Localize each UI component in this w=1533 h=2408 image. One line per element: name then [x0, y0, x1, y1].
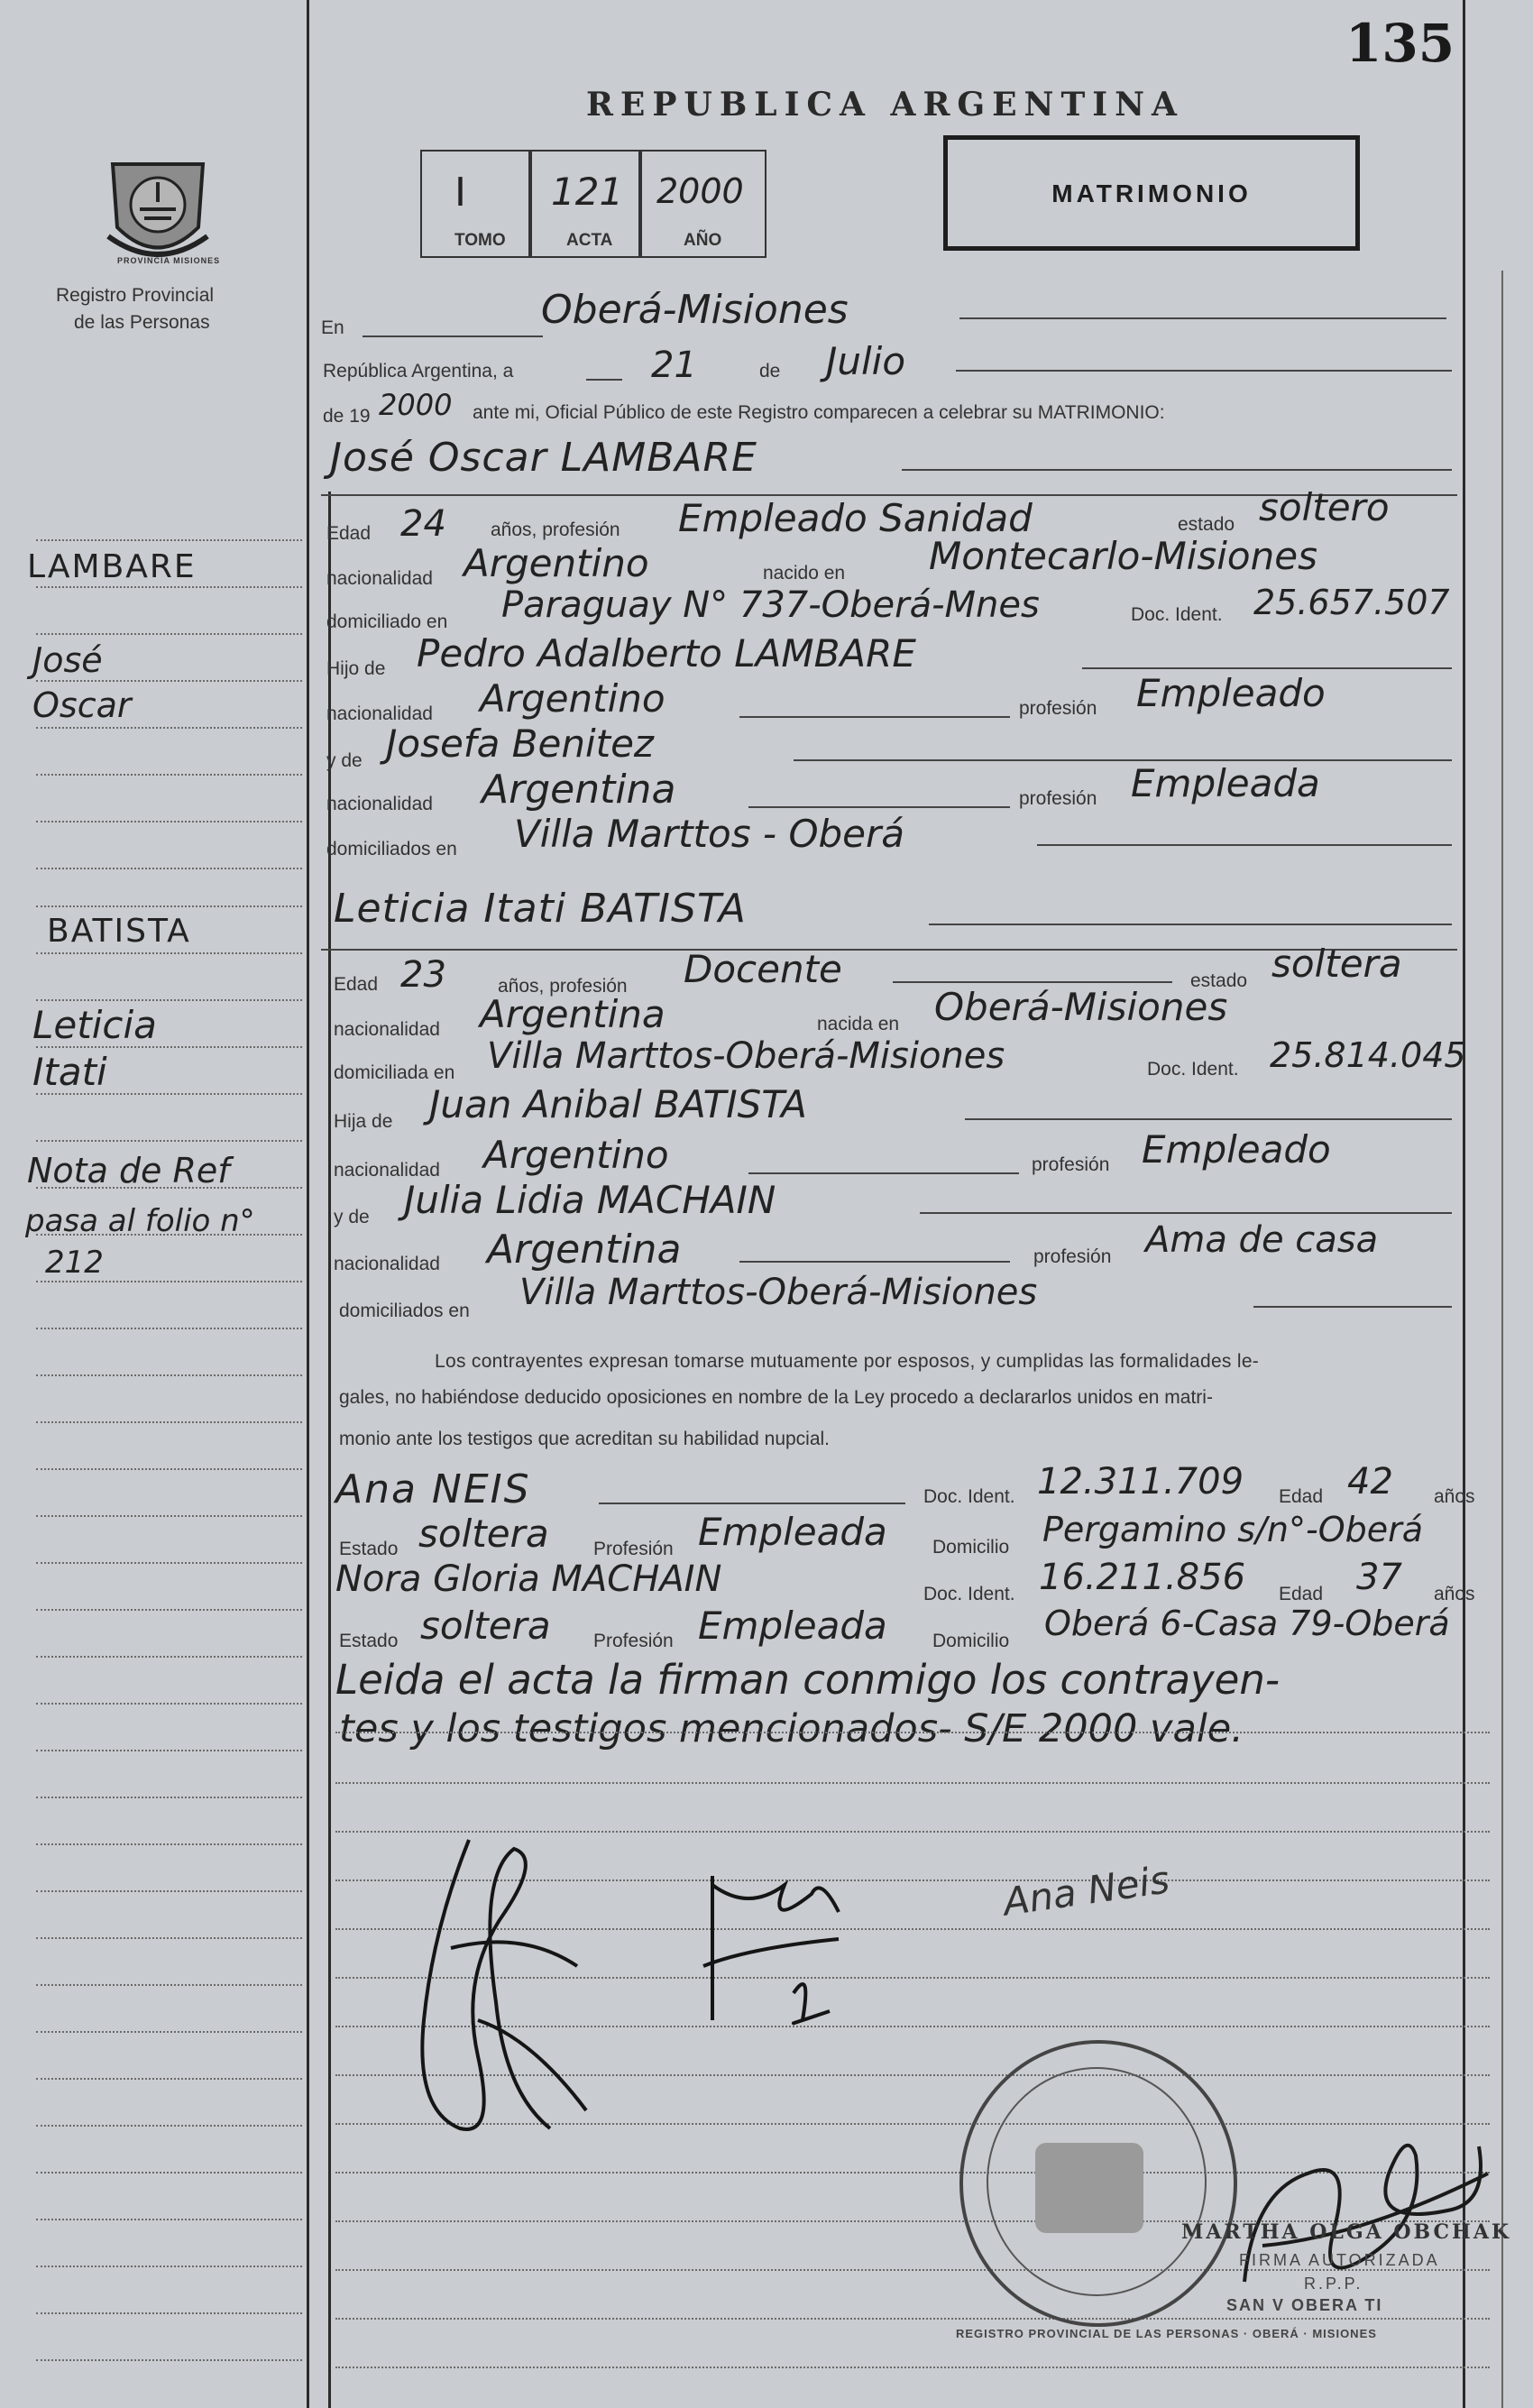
acta-value: 121 — [551, 170, 624, 214]
bride-father-nat: Argentino — [483, 1133, 669, 1177]
groom-father-nat-label: nacionalidad — [326, 703, 433, 724]
anio-label: AÑO — [684, 231, 722, 250]
margin-bride-given-2: Itati — [32, 1050, 107, 1094]
witness-1-age: 42 — [1347, 1461, 1393, 1503]
groom-nacido-label: nacido en — [763, 563, 846, 584]
margin-groom-given-2: Oscar — [32, 685, 132, 725]
bride-father: Juan Anibal BATISTA — [429, 1082, 807, 1126]
witness-2-estado-label: Estado — [339, 1631, 399, 1651]
bride-father-nat-label: nacionalidad — [334, 1160, 440, 1181]
bride-father-prof: Empleado — [1142, 1127, 1331, 1172]
bride-mother-nat-label: nacionalidad — [334, 1254, 440, 1274]
groom-address: Paraguay N° 737-Oberá-Mnes — [501, 584, 1040, 626]
bride-father-prof-label: profesión — [1032, 1154, 1110, 1175]
groom-doc: 25.657.507 — [1253, 583, 1450, 622]
margin-column-line — [328, 492, 331, 2408]
registry-seal-icon — [959, 2040, 1237, 2327]
groom-signature — [397, 1822, 613, 2164]
intro-day: 21 — [651, 345, 697, 386]
intro-place: Oberá-Misiones — [541, 287, 849, 333]
bride-mother: Julia Lidia MACHAIN — [404, 1178, 776, 1222]
groom-doc-label: Doc. Ident. — [1131, 604, 1223, 625]
record-box — [420, 150, 766, 258]
groom-nac-label: nacionalidad — [326, 568, 433, 589]
bride-address: Villa Marttos-Oberá-Misiones — [487, 1035, 1005, 1077]
witness-1-status: soltera — [418, 1512, 549, 1556]
declaration-line-2: gales, no habiéndose deducido oposiciones en nombre de la Ley procedo a declararlos unidos en matri- — [339, 1387, 1213, 1408]
official-org: R.P.P. — [1304, 2275, 1363, 2293]
bride-nationality: Argentina — [480, 992, 666, 1036]
bride-parents-dom-label: domiciliados en — [339, 1301, 470, 1321]
witness-2-name: Nora Gloria MACHAIN — [335, 1558, 722, 1600]
groom-mother-prof: Empleada — [1131, 761, 1320, 805]
closing-line-1: Leida el acta la firman conmigo los contrayen- — [335, 1656, 1281, 1704]
bride-dom-label: domiciliada en — [334, 1062, 455, 1083]
emblem-caption-2: de las Personas — [74, 312, 210, 333]
groom-parents-dom-label: domiciliados en — [326, 839, 457, 859]
groom-mother-prof-label: profesión — [1019, 788, 1097, 809]
groom-parents-address: Villa Marttos - Oberá — [514, 812, 905, 856]
witness-1-name: Ana NEIS — [335, 1466, 531, 1512]
bride-doc-label: Doc. Ident. — [1147, 1059, 1239, 1080]
groom-father-prof: Empleado — [1136, 671, 1326, 715]
groom-age: 24 — [400, 503, 446, 545]
official-name: MARTHA OLGA OBCHAK — [1181, 2220, 1512, 2244]
witness-1-prof-label: Profesión — [593, 1539, 674, 1559]
groom-mother: Josefa Benitez — [386, 721, 654, 766]
en-label: En — [321, 317, 344, 338]
official-title: FIRMA AUTORIZADA — [1239, 2251, 1440, 2269]
declaration-line-1: Los contrayentes expresan tomarse mutuamente por esposos, y cumplidas las formalidades le- — [435, 1351, 1260, 1372]
bride-age: 23 — [400, 954, 446, 996]
witness-1-dom-label: Domicilio — [932, 1537, 1010, 1558]
intro-text: ante mi, Oficial Público de este Registro comparecen a celebrar su MATRIMONIO: — [473, 402, 1165, 423]
margin-note-line-3: 212 — [45, 1245, 104, 1281]
intro-de-label: de — [759, 361, 781, 381]
witness-2-dom-label: Domicilio — [932, 1631, 1010, 1651]
witness-1-profession: Empleada — [698, 1510, 887, 1554]
bride-hija-label: Hija de — [334, 1111, 393, 1132]
groom-dom-label: domiciliado en — [326, 611, 448, 632]
doc-type-box — [943, 135, 1360, 251]
bride-parents-address: Villa Marttos-Oberá-Misiones — [519, 1272, 1038, 1313]
witness-2-anos-label: años — [1434, 1584, 1475, 1604]
bride-status: soltera — [1271, 942, 1402, 986]
bride-signature — [694, 1858, 875, 2038]
groom-status: soltero — [1259, 485, 1390, 529]
groom-father-nat: Argentino — [480, 676, 666, 721]
groom-hijo-label: Hijo de — [326, 658, 386, 679]
page-number: 135 — [1345, 13, 1455, 74]
witness-2-doc-label: Doc. Ident. — [923, 1584, 1015, 1604]
groom-birthplace: Montecarlo-Misiones — [929, 534, 1317, 578]
groom-mother-nat-label: nacionalidad — [326, 794, 433, 814]
acta-label: ACTA — [566, 231, 613, 250]
declaration-line-3: monio ante los testigos que acreditan su habilidad nupcial. — [339, 1429, 831, 1449]
right-edge-line — [1501, 271, 1503, 2408]
margin-bride-given-1: Leticia — [32, 1003, 157, 1047]
left-page-border — [307, 0, 309, 2408]
groom-anos-prof-label: años, profesión — [491, 519, 620, 540]
year-prefix: de 19 — [323, 406, 371, 427]
witness-signature: Ana Neis — [1000, 1857, 1172, 1925]
doc-type-label: MATRIMONIO — [1051, 179, 1252, 207]
groom-father: Pedro Adalberto LAMBARE — [417, 631, 916, 676]
intro-month: Julio — [826, 339, 906, 383]
bride-mother-nat: Argentina — [487, 1227, 682, 1273]
witness-1-address: Pergamino s/n°-Oberá — [1042, 1510, 1424, 1549]
bride-mother-prof-label: profesión — [1033, 1246, 1112, 1267]
witness-2-profession: Empleada — [698, 1604, 887, 1648]
emblem-caption-1: Registro Provincial — [56, 285, 215, 306]
witness-2-address: Oberá 6-Casa 79-Oberá — [1044, 1604, 1450, 1643]
right-column-line — [1463, 0, 1465, 2408]
intro-year: 2000 — [379, 388, 453, 422]
groom-profession: Empleado Sanidad — [678, 496, 1033, 540]
bride-nac-label: nacionalidad — [334, 1019, 440, 1040]
groom-father-prof-label: profesión — [1019, 698, 1097, 719]
bride-doc: 25.814.045 — [1270, 1035, 1466, 1075]
margin-note-line-2: pasa al folio n° — [25, 1203, 255, 1239]
groom-yde-label: y de — [326, 750, 363, 771]
groom-estado-label: estado — [1178, 514, 1235, 535]
bride-yde-label: y de — [334, 1207, 370, 1227]
tomo-label: TOMO — [454, 231, 506, 250]
province-emblem-icon — [99, 146, 216, 271]
witness-2-doc: 16.211.856 — [1039, 1557, 1246, 1598]
tomo-value: I — [454, 170, 466, 216]
official-location: SAN V OBERA TI — [1226, 2296, 1383, 2314]
groom-mother-nat: Argentina — [482, 767, 676, 813]
margin-groom-surname: LAMBARE — [27, 548, 197, 585]
bride-mother-prof: Ama de casa — [1145, 1219, 1379, 1261]
bride-edad-label: Edad — [334, 974, 379, 995]
groom-nationality: Argentino — [464, 541, 649, 585]
anio-value: 2000 — [656, 171, 744, 211]
bride-anos-prof-label: años, profesión — [498, 976, 628, 997]
bride-nacido-label: nacida en — [817, 1014, 900, 1034]
margin-note-line-1: Nota de Ref — [27, 1151, 230, 1190]
bride-full-name: Leticia Itati BATISTA — [334, 886, 747, 932]
witness-1-edad-label: Edad — [1279, 1486, 1324, 1507]
groom-edad-label: Edad — [326, 523, 372, 544]
witness-1-estado-label: Estado — [339, 1539, 399, 1559]
witness-1-anos-label: años — [1434, 1486, 1475, 1507]
bride-profession: Docente — [684, 947, 842, 991]
emblem-seal-text: PROVINCIA MISIONES — [117, 256, 221, 265]
registry-seal-text: REGISTRO PROVINCIAL DE LAS PERSONAS · OBERÁ · MISIONES — [956, 2327, 1377, 2340]
closing-line-2: tes y los testigos mencionados- S/E 2000 vale. — [339, 1706, 1244, 1751]
bride-birthplace: Oberá-Misiones — [934, 985, 1228, 1029]
margin-bride-surname: BATISTA — [47, 913, 191, 950]
country-heading: REPUBLICA ARGENTINA — [586, 86, 1184, 124]
witness-1-doc: 12.311.709 — [1037, 1461, 1244, 1503]
republica-label: República Argentina, a — [323, 361, 514, 381]
bride-estado-label: estado — [1190, 970, 1248, 991]
witness-2-age: 37 — [1356, 1557, 1402, 1598]
witness-1-doc-label: Doc. Ident. — [923, 1486, 1015, 1507]
witness-2-edad-label: Edad — [1279, 1584, 1324, 1604]
margin-groom-given-1: José — [32, 640, 103, 680]
groom-full-name: José Oscar LAMBARE — [330, 435, 757, 481]
witness-2-status: soltera — [420, 1604, 551, 1648]
witness-2-prof-label: Profesión — [593, 1631, 674, 1651]
